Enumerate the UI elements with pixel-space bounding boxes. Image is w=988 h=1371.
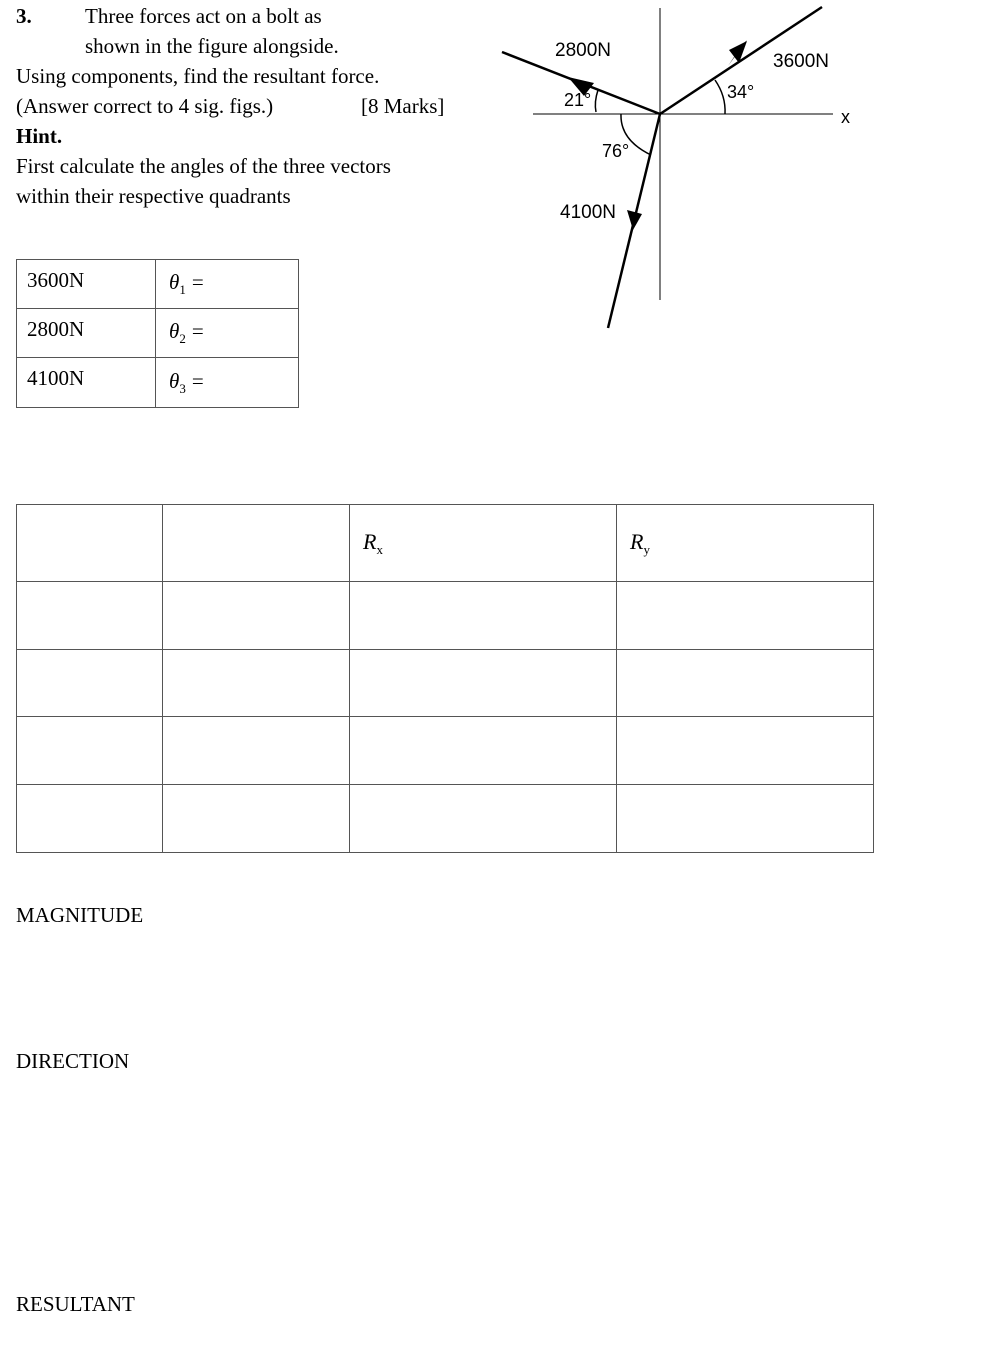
- label-2800n: 2800N: [555, 40, 611, 61]
- label-angle-76: 76°: [602, 141, 630, 161]
- ry-symbol: R: [630, 528, 644, 554]
- resultant-label: RESULTANT: [16, 1292, 135, 1316]
- angle-row-3: [17, 358, 299, 408]
- table-row: [17, 785, 874, 853]
- table-row: [17, 582, 874, 650]
- hint-title: Hint.: [16, 124, 63, 148]
- table-cell[interactable]: [617, 650, 874, 717]
- table-cell[interactable]: [163, 650, 350, 717]
- table-cell[interactable]: [163, 505, 350, 582]
- direction-label: DIRECTION: [16, 1049, 130, 1073]
- theta-subscript: 3: [179, 380, 186, 396]
- equals-sign: =: [191, 368, 204, 393]
- equals-sign: =: [191, 319, 204, 343]
- label-3600n: 3600N: [773, 51, 829, 72]
- force-cell: 4100N: [17, 358, 156, 408]
- rx-subscript: x: [376, 541, 383, 557]
- hint-line-2: within their respective quadrants: [16, 184, 291, 208]
- table-cell[interactable]: [163, 785, 350, 853]
- label-x-axis: x: [841, 107, 850, 127]
- components-header-row: [17, 505, 874, 582]
- label-angle-21: 21°: [564, 90, 592, 110]
- force-cell: 2800N: [17, 309, 156, 358]
- table-cell[interactable]: [17, 505, 163, 582]
- question-line-2: shown in the figure alongside.: [85, 34, 339, 58]
- angle-arc-34: [715, 80, 725, 114]
- question-number: 3.: [16, 4, 32, 28]
- theta-symbol: θ: [169, 270, 180, 294]
- table-cell[interactable]: [350, 717, 617, 785]
- table-row: [17, 717, 874, 785]
- table-cell[interactable]: [17, 650, 163, 717]
- table-cell[interactable]: [350, 582, 617, 650]
- question-line-3: Using components, find the resultant force.: [16, 64, 380, 88]
- marks-label: [8 Marks]: [361, 94, 445, 118]
- theta-cell[interactable]: [156, 358, 299, 408]
- force-diagram: [0, 0, 988, 340]
- table-cell[interactable]: [617, 717, 874, 785]
- question-line-1: Three forces act on a bolt as: [85, 4, 322, 28]
- table-cell[interactable]: [17, 582, 163, 650]
- equals-sign: =: [191, 270, 204, 294]
- table-cell[interactable]: [17, 785, 163, 853]
- force-4100-arrow: [627, 210, 642, 230]
- force-cell: 3600N: [17, 260, 156, 309]
- table-cell[interactable]: [163, 582, 350, 650]
- question-line-4: (Answer correct to 4 sig. figs.): [16, 94, 274, 118]
- table-cell[interactable]: [350, 785, 617, 853]
- magnitude-label: MAGNITUDE: [16, 903, 144, 927]
- ry-header: [617, 505, 874, 582]
- table-cell[interactable]: [17, 717, 163, 785]
- rx-header: [350, 505, 617, 582]
- ry-subscript: y: [643, 541, 650, 557]
- theta-symbol: θ: [169, 319, 180, 343]
- angle-arc-21: [595, 90, 598, 112]
- table-cell[interactable]: [617, 785, 874, 853]
- theta-subscript: 1: [179, 282, 186, 297]
- theta-symbol: θ: [169, 368, 180, 393]
- table-cell[interactable]: [163, 717, 350, 785]
- theta-subscript: 2: [179, 331, 186, 346]
- table-cell[interactable]: [350, 650, 617, 717]
- rx-symbol: R: [363, 528, 377, 554]
- hint-line-1: First calculate the angles of the three vectors: [16, 154, 391, 178]
- components-table: [16, 504, 874, 853]
- table-row: [17, 650, 874, 717]
- label-4100n: 4100N: [560, 202, 616, 223]
- label-angle-34: 34°: [727, 82, 755, 102]
- table-cell[interactable]: [617, 582, 874, 650]
